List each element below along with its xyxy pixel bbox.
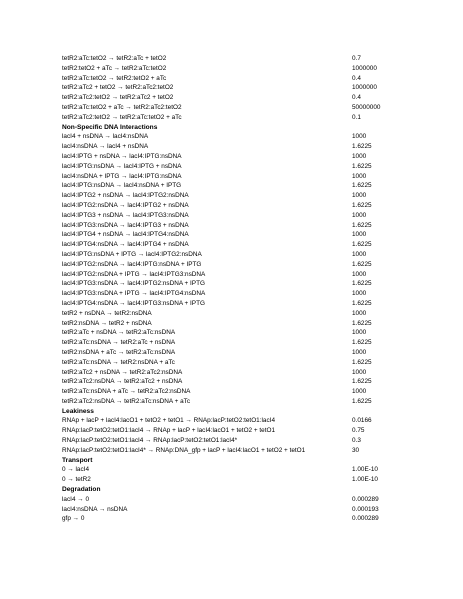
reaction-row <box>62 368 422 378</box>
reaction-equation: RNAp:lacP:tetO2:tetO1:lacI4 → RNAp + lacP + lacI4:lacO1 + tetO2 + tetO1 <box>62 427 276 435</box>
reaction-row <box>62 201 422 211</box>
reaction-row <box>62 338 422 348</box>
rate-constant: 0.000193 <box>352 505 379 513</box>
reaction-equation: gfp → 0 <box>62 515 85 523</box>
rate-constant: 1000 <box>352 133 367 141</box>
reaction-equation: tetR2:aTc2 + nsDNA → tetR2:aTc2:nsDNA <box>62 368 183 376</box>
reaction-equation: RNAp:lacP:tetO2:tetO1:lacI4 → RNAp:lacP:tetO2:tetO1:lacI4* <box>62 437 238 445</box>
reaction-row <box>62 416 422 426</box>
rate-constant: 1000 <box>352 192 367 200</box>
reaction-row <box>62 260 422 270</box>
rate-constant: 1.6225 <box>352 143 372 151</box>
reaction-row <box>62 132 422 142</box>
reaction-equation: 0 → lacI4 <box>62 466 89 474</box>
reaction-row <box>62 74 422 84</box>
reaction-equation: 0 → tetR2 <box>62 476 91 484</box>
reaction-row <box>62 250 422 260</box>
reaction-row <box>62 152 422 162</box>
reaction-row <box>62 495 422 505</box>
reaction-row <box>62 446 422 456</box>
rate-constant: 1000000 <box>352 84 377 92</box>
rate-constant: 1000 <box>352 329 367 337</box>
rate-constant: 1.6225 <box>352 241 372 249</box>
rate-constant: 1.6225 <box>352 260 372 268</box>
reaction-row <box>62 279 422 289</box>
reaction-row <box>62 240 422 250</box>
section-heading: Non-Specific DNA Interactions <box>62 123 158 131</box>
rate-constant: 1.6225 <box>352 201 372 209</box>
reaction-row <box>62 113 422 123</box>
reaction-equation: tetR2:nsDNA + aTc → tetR2:aTc:nsDNA <box>62 348 176 356</box>
rate-constant: 1000 <box>352 270 367 278</box>
rate-constant: 1000 <box>352 368 367 376</box>
reaction-equation: RNAp + lacP + lacI4:lacO1 + tetO2 + tetO1 → RNAp:lacP:tetO2:tetO1:lacI4 <box>62 417 276 425</box>
reaction-equation: lacI4 → 0 <box>62 495 89 503</box>
reaction-row <box>62 83 422 93</box>
reaction-equation: tetR2:aTc:tetO2 → tetR2:tetO2 + aTc <box>62 74 167 82</box>
reaction-equation: lacI4:nsDNA → nsDNA <box>62 505 128 513</box>
reaction-row <box>62 309 422 319</box>
reaction-equation: lacI4:IPTG2:nsDNA → lacI4:IPTG:nsDNA + IPTG <box>62 260 202 268</box>
reaction-row <box>62 93 422 103</box>
reaction-row <box>62 505 422 515</box>
reaction-equation: lacI4:IPTG4:nsDNA → lacI4:IPTG4 + nsDNA <box>62 241 189 249</box>
reaction-row <box>62 319 422 329</box>
rate-constant: 0.4 <box>352 74 361 82</box>
rate-constant: 1000000 <box>352 64 377 72</box>
reaction-equation: lacI4:IPTG2 + nsDNA → lacI4:IPTG2:nsDNA <box>62 192 189 200</box>
reaction-row <box>62 328 422 338</box>
rate-constant: 1.00E-10 <box>352 466 378 474</box>
rate-constant: 0.1 <box>352 113 361 121</box>
reaction-row <box>62 270 422 280</box>
reaction-equation: RNAp:lacP:tetO2:tetO1:lacI4* → RNAp:DNA_gfp + lacP + lacI4:lacO1 + tetO2 + tetO1 <box>62 446 306 454</box>
reaction-row <box>62 221 422 231</box>
section-heading: Leakiness <box>62 407 94 415</box>
reaction-equation: tetR2:aTc2:nsDNA → tetR2:aTc:nsDNA + aTc <box>62 397 191 405</box>
reaction-equation: tetR2:aTc:nsDNA → tetR2:nsDNA + aTc <box>62 358 175 366</box>
rate-constant: 1000 <box>352 309 367 317</box>
reaction-equation: tetR2:aTc2:nsDNA → tetR2:aTc2 + nsDNA <box>62 378 183 386</box>
rate-constant: 0.0166 <box>352 417 372 425</box>
rate-constant: 1000 <box>352 231 367 239</box>
reaction-table <box>62 54 422 524</box>
section-heading: Degradation <box>62 486 101 494</box>
rate-constant: 1000 <box>352 348 367 356</box>
reaction-row <box>62 465 422 475</box>
rate-constant: 0.000289 <box>352 495 379 503</box>
rate-constant: 1.6225 <box>352 319 372 327</box>
rate-constant: 0.4 <box>352 94 361 102</box>
reaction-row <box>62 348 422 358</box>
reaction-row <box>62 426 422 436</box>
rate-constant: 1.6225 <box>352 378 372 386</box>
reaction-row <box>62 299 422 309</box>
rate-constant: 30 <box>352 446 360 454</box>
rate-constant: 0.3 <box>352 437 361 445</box>
reaction-equation: tetR2:aTc2 + tetO2 → tetR2:aTc2:tetO2 <box>62 84 174 92</box>
reaction-equation: tetR2:aTc:nsDNA → tetR2:aTc + nsDNA <box>62 339 176 347</box>
reaction-equation: lacI4:IPTG:nsDNA + IPTG → lacI4:IPTG2:nsDNA <box>62 250 202 258</box>
rate-constant: 1.00E-10 <box>352 476 378 484</box>
section-heading: Transport <box>62 456 93 464</box>
rate-constant: 1000 <box>352 211 367 219</box>
reaction-row <box>62 191 422 201</box>
reaction-equation: lacI4:nsDNA + IPTG → lacI4:IPTG:nsDNA <box>62 172 182 180</box>
rate-constant: 1000 <box>352 152 367 160</box>
reaction-row <box>62 172 422 182</box>
rate-constant: 1.6225 <box>352 280 372 288</box>
reaction-row <box>62 377 422 387</box>
reaction-row <box>62 54 422 64</box>
reaction-equation: lacI4:nsDNA → lacI4 + nsDNA <box>62 143 149 151</box>
reaction-row <box>62 514 422 524</box>
reaction-equation: tetR2:aTc2:tetO2 → tetR2:aTc2 + tetO2 <box>62 94 174 102</box>
rate-constant: 1000 <box>352 172 367 180</box>
reaction-row <box>62 64 422 74</box>
rate-constant: 0.7 <box>352 55 361 62</box>
reaction-row <box>62 289 422 299</box>
reaction-row <box>62 230 422 240</box>
reaction-equation: lacI4:IPTG:nsDNA → lacI4:IPTG + nsDNA <box>62 162 182 170</box>
reaction-equation: lacI4:IPTG2:nsDNA → lacI4:IPTG2 + nsDNA <box>62 201 189 209</box>
reaction-row <box>62 387 422 397</box>
reaction-equation: tetR2:aTc2:tetO2 → tetR2:aTc:tetO2 + aTc <box>62 113 182 121</box>
rate-constant: 1.6225 <box>352 162 372 170</box>
reaction-row <box>62 181 422 191</box>
reaction-equation: lacI4:IPTG3 + nsDNA → lacI4:IPTG3:nsDNA <box>62 211 189 219</box>
rate-constant: 1.6225 <box>352 299 372 307</box>
reaction-row <box>62 211 422 221</box>
rate-constant: 1.6225 <box>352 182 372 190</box>
reaction-equation: tetR2:aTc:tetO2 + aTc → tetR2:aTc2:tetO2 <box>62 103 182 111</box>
reaction-equation: tetR2:nsDNA → tetR2 + nsDNA <box>62 319 152 327</box>
rate-constant: 1.6225 <box>352 339 372 347</box>
reaction-equation: lacI4:IPTG3:nsDNA → lacI4:IPTG3 + nsDNA <box>62 221 189 229</box>
rate-constant: 1.6225 <box>352 358 372 366</box>
rate-constant: 1000 <box>352 250 367 258</box>
reaction-row <box>62 142 422 152</box>
reaction-equation: lacI4:IPTG3:nsDNA → lacI4:IPTG2:nsDNA + IPTG <box>62 280 205 288</box>
reaction-equation: lacI4:IPTG4 + nsDNA → lacI4:IPTG4:nsDNA <box>62 231 189 239</box>
reaction-row <box>62 358 422 368</box>
reaction-equation: lacI4:IPTG4:nsDNA → lacI4:IPTG3:nsDNA + IPTG <box>62 299 205 307</box>
reaction-equation: lacI4 + nsDNA → lacI4:nsDNA <box>62 133 149 141</box>
reaction-equation: lacI4:IPTG:nsDNA → lacI4:nsDNA + IPTG <box>62 182 182 190</box>
reaction-equation: lacI4:IPTG3:nsDNA + IPTG → lacI4:IPTG4:nsDNA <box>62 290 206 298</box>
reaction-equation: tetR2:tetO2 + aTc → tetR2:aTc:tetO2 <box>62 64 167 72</box>
reaction-row <box>62 397 422 407</box>
rate-constant: 0.75 <box>352 427 365 435</box>
rate-constant: 0.000289 <box>352 515 379 523</box>
reaction-equation: tetR2:aTc + nsDNA → tetR2:aTc:nsDNA <box>62 329 176 337</box>
rate-constant: 1000 <box>352 388 367 396</box>
reaction-equation: lacI4:IPTG2:nsDNA + IPTG → lacI4:IPTG3:nsDNA <box>62 270 206 278</box>
rate-constant: 1.6225 <box>352 397 372 405</box>
reaction-equation: tetR2:aTc:nsDNA + aTc → tetR2:aTc2:nsDNA <box>62 388 191 396</box>
reaction-row <box>62 436 422 446</box>
reaction-equation: tetR2:aTc:tetO2 → tetR2:aTc + tetO2 <box>62 55 167 62</box>
reaction-row <box>62 103 422 113</box>
reaction-equation: tetR2 + nsDNA → tetR2:nsDNA <box>62 309 152 317</box>
rate-constant: 50000000 <box>352 103 381 111</box>
reaction-row <box>62 162 422 172</box>
reaction-equation: lacI4:IPTG + nsDNA → lacI4:IPTG:nsDNA <box>62 152 182 160</box>
rate-constant: 1000 <box>352 290 367 298</box>
reaction-row <box>62 475 422 485</box>
rate-constant: 1.6225 <box>352 221 372 229</box>
